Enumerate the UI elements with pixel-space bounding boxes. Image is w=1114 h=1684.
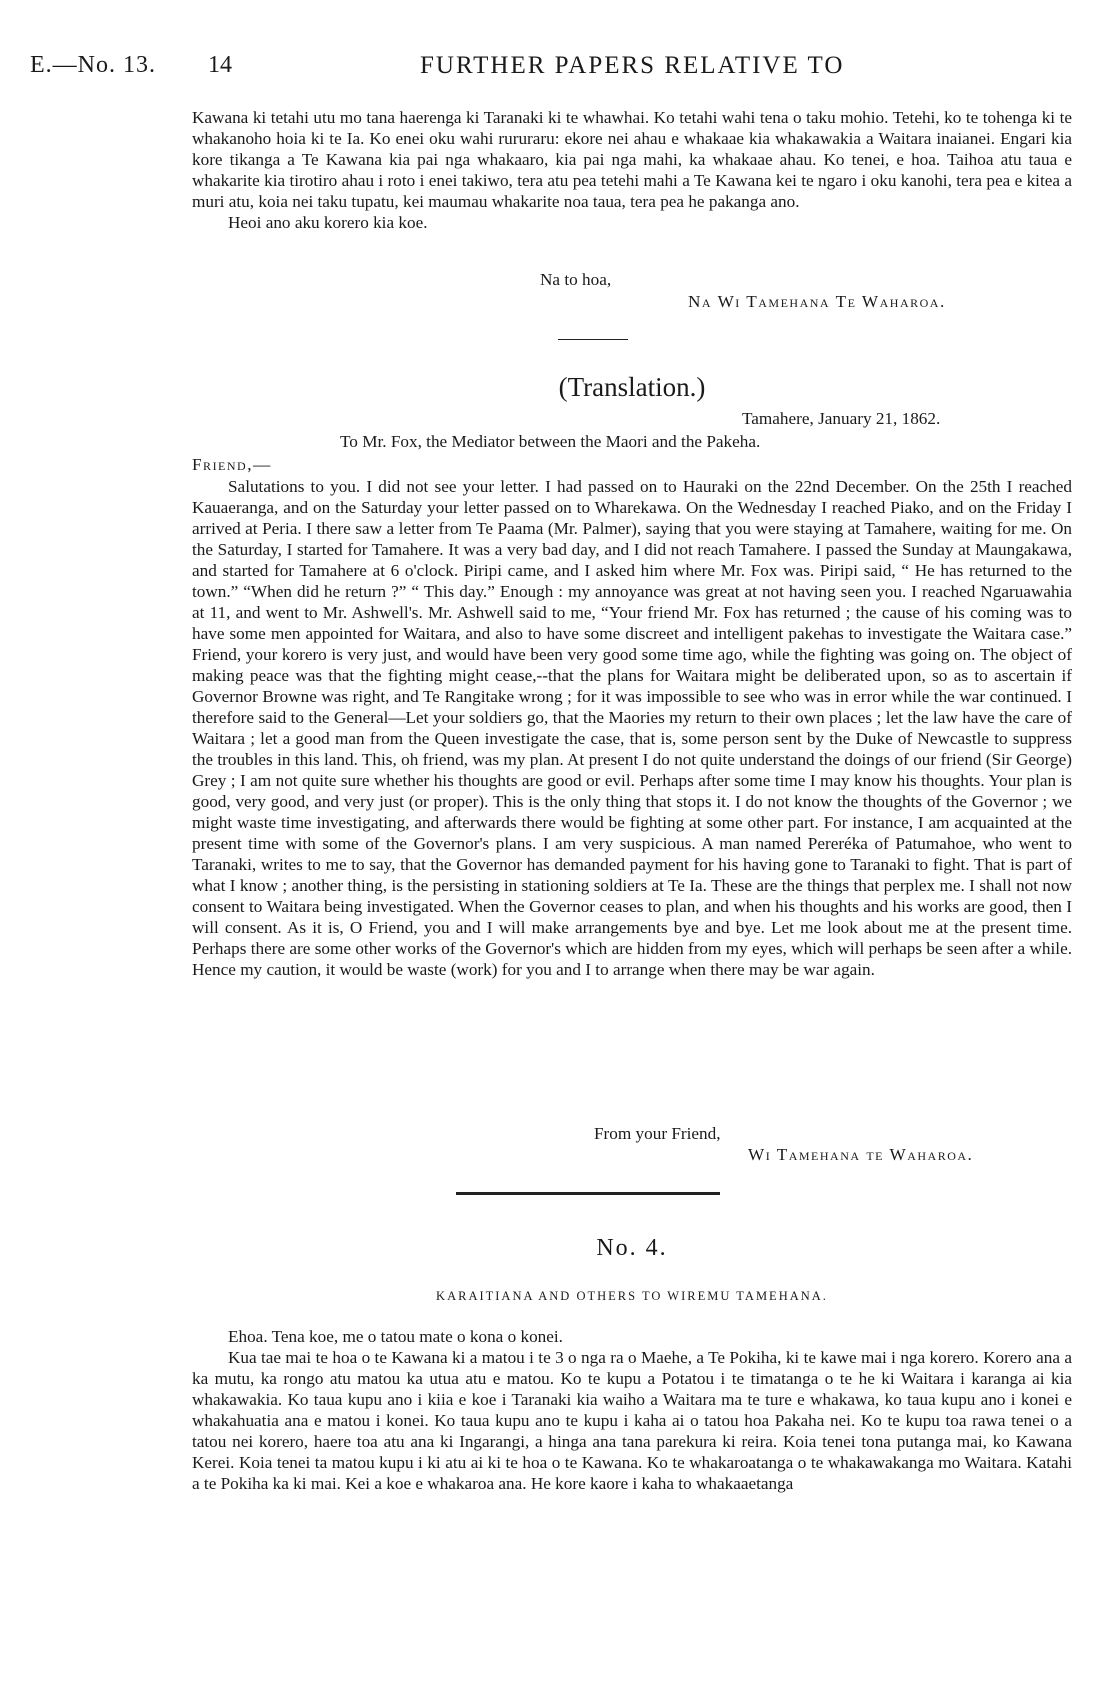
series-number: E.—No. 13. (30, 52, 156, 78)
translation-addressee: To Mr. Fox, the Mediator between the Maori and the Pakeha. (340, 432, 761, 451)
running-title: FURTHER PAPERS RELATIVE TO (420, 52, 845, 79)
document-number: No. 4. (596, 1235, 668, 1261)
document-no4-body: Kua tae mai te hoa o te Kawana ki a matou i te 3 o nga ra o Maehe, a Te Pokiha, ki te kawe mai i nga korero. Korero ana a ka mutu, ka rongo atu matou ka utua atu e matou. Ko te kupu a Potatou i te timatanga o te he ki Waitara i karanga ai kia whakawakia. Ko taua kupu ano i kiia e koe i Taranaki kia waiho a Waitara ma te ture e whakawa, ko taua kupu ano i konei e whakahuatia ana e matou i konei. Ko taua kupu ano te kupu i kaha ai o tatou hoa Pakaha nei. Ko te kupu toa rawa tenei o a tatou nei korero, haere toa atu ana ki Ingarangi, a hinga ana tana parekura ki reira. Koia tenei tona putanga mai, ko Kawana Kerei. Koia tenei ta matou kupu i ki atu ai ki te hoa o te Kawana. Ko te whakaroatanga o te whakawakanga mo Waitara. Katahi a te Pokiha ka ki mai. Kei a koe e whakaroa ana. He kore kaore i kaha to whakaaetanga (192, 1348, 1072, 1493)
translation-heading: (Translation.) (558, 372, 706, 402)
maori-letter-signature: Na Wi Tamehana Te Waharoa. (688, 292, 946, 311)
section-divider (558, 339, 628, 340)
maori-letter-sign-off: Na to hoa, (540, 270, 612, 289)
translation-letter (192, 476, 1072, 980)
translation-body: Salutations to you. I did not see your letter. I had passed on to Hauraki on the 22nd December. On the 25th I reached Kauaeranga, and on the Saturday your letter passed on to Wharekawa. On the Wednesday I reached Piako, and on the Friday I arrived at Peria. I there saw a letter from Te Paama (Mr. Palmer), saying that you were staying at Tamahere, waiting for me. On the Saturday, I started for Tamahere. It was a very bad day, and I did not reach Tamahere. I passed the Sunday at Maungakawa, and started for Tamahere at 6 o'clock. Piripi came, and I asked him where Mr. Fox was. Piripi said, “ He has returned to the town.” “When did he return ?” “ This day.” Enough : my annoyance was great at not having seen you. I reached Ngaruawahia at 11, and went to Mr. Ashwell's. Mr. Ashwell said to me, “Your friend Mr. Fox has returned ; the cause of his coming was to have some men appointed for Waitara, and also to have some discreet and intelligent pakehas to investigate the Waitara case.” Friend, your korero is very just, and would have been very good some time ago, while the fighting was going on. The object of making peace was that the fighting might cease,--that the plans for Waitara might be deliberated upon, so as to ascertain if Governor Browne was right, and Te Rangitake wrong ; for it was impossible to see who was in error while the war continued. I therefore said to the General—Let your soldiers go, that the Maories my return to their own places ; let the law have the care of Waitara ; let a good man from the Queen investigate the case, that is, some person sent by the Duke of Newcastle to suppress the troubles in this land. This, oh friend, was my plan. At present I do not quite understand the doings of our friend (Sir George) Grey ; I am not quite sure whether his thoughts are good or evil. Perhaps after some time I may know his thoughts. Your plan is good, very good, and very just (or proper). This is the only thing that stops it. I do not know the thoughts of the Governor ; we might waste time investigating, and afterwards there would be fighting at some other part. For instance, I am acquainted at the present time with some of the Governor's plans. I am very suspicious. A man named Pereréka of Patumahoe, who went to Taranaki, writes to me to say, that the Governor has demanded payment for his having gone to Taranaki to fight. That is part of what I know ; another thing, is the persisting in stationing soldiers at Te Ia. These are the things that perplex me. I shall not now consent to Waitara being investigated. When the Governor ceases to plan, and when his thoughts and his works are good, then I will consent. As it is, O Friend, you and I will make arrangements bye and bye. Let me look about me at the present time. Perhaps there are some other works of the Governor's which are hidden from my eyes, which will perhaps be seen after a while. Hence my caution, it would be waste (work) for you and I to arrange when there may be war again. (192, 477, 1072, 979)
document-divider (456, 1192, 720, 1195)
maori-letter-closing: Heoi ano aku korero kia koe. (228, 213, 428, 232)
document-no4-letter (192, 1326, 1072, 1678)
document-subtitle: KARAITIANA AND OTHERS TO WIREMU TAMEHANA. (436, 1289, 828, 1303)
document-no4-greeting: Ehoa. Tena koe, me o tatou mate o kona o konei. (228, 1327, 563, 1346)
maori-letter-body: Kawana ki tetahi utu mo tana haerenga ki Taranaki ki te whawhai. Ko tetahi wahi tena o taku mohio. Tetehi, ko te tohenga ki te whakanoho hoia ki te Ia. Ko enei oku wahi rururaru: ekore nei ahau e whakaae kia whakawakia a Waitara inaianei. Engari kia kore tikanga a Te Kawana kia pai nga whakaaro, kia pai nga mahi, ka whakaae ahau. Ko tenei, e hoa. Taihoa atu taua e whakarite kia tirotiro ahau i roto i enei takiwo, tera atu pea tetehi mahi a Te Kawana kei te ngaro i oku kanohi, tera pea e kitea a muri atu, koia nei taku tupatu, kei maumau whakarite noa taua, tera pea he pakanga ano. (192, 108, 1072, 211)
translation-place-date: Tamahere, January 21, 1862. (742, 409, 941, 428)
running-header (30, 52, 1074, 92)
translation-signature: Wi Tamehana te Waharoa. (748, 1145, 974, 1164)
translation-sign-off: From your Friend, (594, 1124, 721, 1143)
page-number: 14 (208, 52, 232, 78)
translation-salutation: Friend,— (192, 455, 272, 474)
maori-letter (192, 107, 1072, 233)
